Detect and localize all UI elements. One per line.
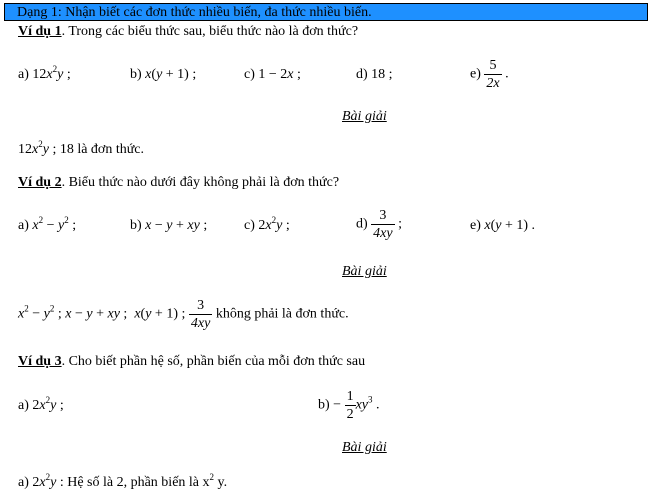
fraction: $\frac{5}{2x}$ bbox=[486, 58, 500, 91]
example-1-answer: $12x^2y$ ; 18 là đơn thức. bbox=[18, 139, 145, 157]
example-1-option-a: a) $12x^2y$ ; bbox=[18, 64, 71, 82]
fraction: $\frac{3}{4xy}$ bbox=[190, 298, 211, 331]
example-2-label: Ví dụ 2 bbox=[18, 175, 62, 190]
example-1-question-text: . Trong các biểu thức sau, biểu thức nào là đơn thức? bbox=[61, 24, 359, 39]
example-3-question bbox=[18, 354, 365, 370]
example-2-answer: $x^2 - y^2$ ; x − y + xy ; x(y + 1) ; $\frac{3}{4xy}$ không phải là đơn thức. bbox=[18, 298, 349, 331]
example-1-question bbox=[18, 24, 358, 40]
example-3-answer-a: a) $2x^2y$ : Hệ số là 2, phần biến là $x^2$ y. bbox=[18, 472, 228, 490]
example-1-option-d: d) 18 ; bbox=[356, 67, 393, 82]
example-2-option-a: a) $x^2 - y^2$ ; bbox=[18, 215, 77, 233]
example-3-solution-heading: Bài giải bbox=[342, 440, 387, 455]
example-2-question-text: . Biểu thức nào dưới đây không phải là đơn thức? bbox=[61, 175, 340, 190]
example-3-option-a: a) $2x^2y$ ; bbox=[18, 395, 64, 413]
section-title: Dạng 1: Nhận biết các đơn thức nhiều biến, đa thức nhiều biến. bbox=[17, 5, 372, 20]
example-2-question bbox=[18, 175, 339, 191]
example-2-option-d: d) $\frac{3}{4xy}$ ; bbox=[356, 208, 402, 241]
example-2-option-b: b) x − y + xy ; bbox=[130, 218, 208, 233]
example-2-solution-heading: Bài giải bbox=[342, 264, 387, 279]
example-3-label: Ví dụ 3 bbox=[18, 354, 62, 369]
section-banner bbox=[4, 3, 648, 21]
example-2-option-e: e) x(y + 1) . bbox=[470, 218, 536, 233]
example-3-option-b: b) − $\frac{1}{2}$ $xy^3$ . bbox=[318, 389, 380, 422]
example-1-option-c: c) 1 − 2x ; bbox=[244, 67, 301, 82]
example-1-solution-heading: Bài giải bbox=[342, 109, 387, 124]
fraction: $\frac{3}{4xy}$ bbox=[373, 208, 393, 241]
example-2-option-c: c) $2x^2y$ ; bbox=[244, 215, 290, 233]
example-3-question-text: . Cho biết phần hệ số, phần biến của mỗi đơn thức sau bbox=[61, 354, 366, 369]
example-1-label: Ví dụ 1 bbox=[18, 24, 62, 39]
fraction: $\frac{1}{2}$ bbox=[346, 389, 354, 422]
example-1-option-b: b) x(y + 1) ; bbox=[130, 67, 197, 82]
example-1-option-e: e) $\frac{5}{2x}$ . bbox=[470, 58, 509, 91]
